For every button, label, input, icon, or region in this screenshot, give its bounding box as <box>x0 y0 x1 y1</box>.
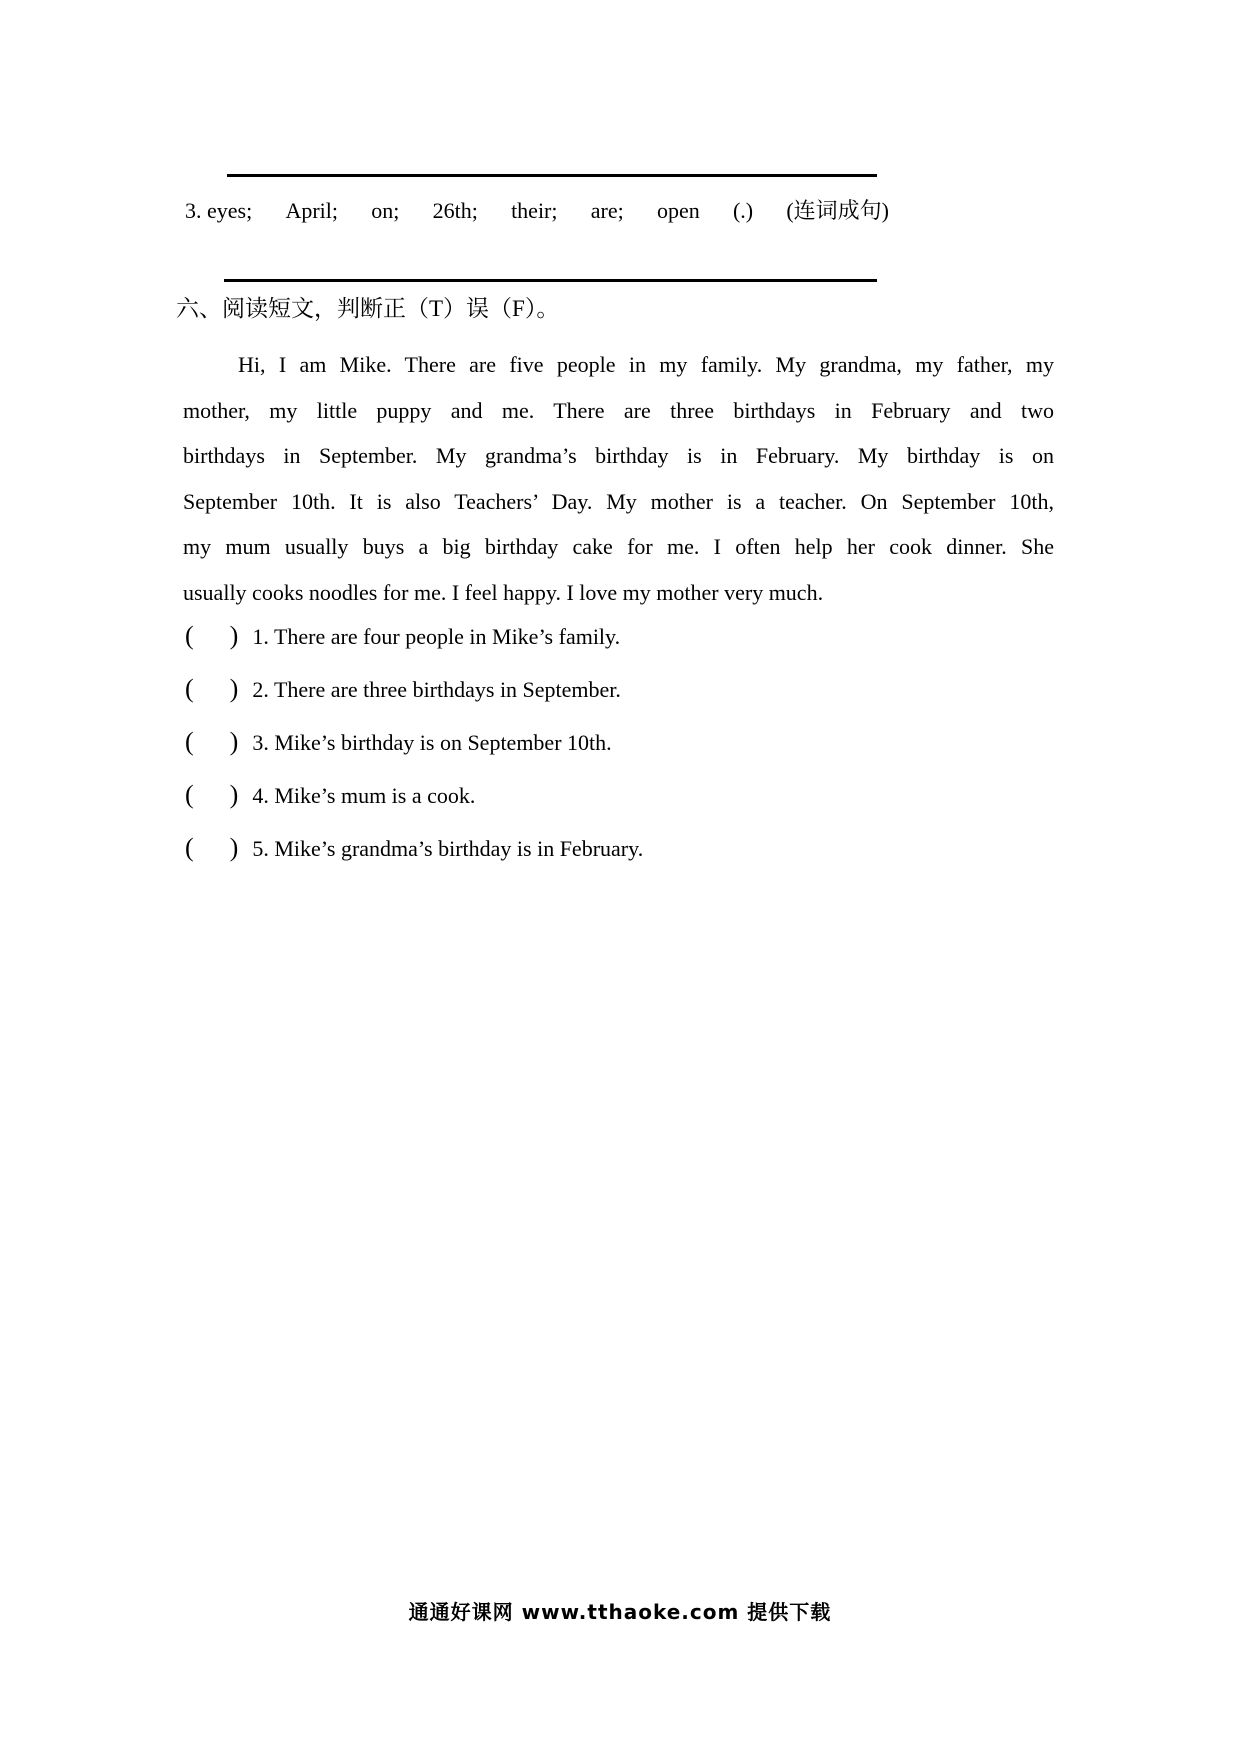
passage-line: September 10th. It is also Teachers’ Day. My mother is a teacher. On September 10th, <box>183 488 1054 514</box>
question-text: 2. There are three birthdays in September. <box>252 677 621 702</box>
true-false-question-2 <box>185 673 643 704</box>
exercise3-instruction: (连词成句) <box>786 198 889 223</box>
answer-blank-line-top <box>227 174 877 177</box>
answer-paren-close: ) <box>229 621 239 650</box>
answer-paren-close: ) <box>229 727 239 756</box>
question-text: 4. Mike’s mum is a cook. <box>252 783 476 808</box>
answer-paren-open: ( <box>185 674 194 703</box>
question-text: 1. There are four people in Mike’s family. <box>252 624 621 649</box>
exercise3-token: are; <box>590 198 624 223</box>
section-six-title: 六、阅读短文，判断正（T）误（F）。 <box>176 296 560 321</box>
exercise3-token: on; <box>371 198 400 223</box>
exercise3-token: open <box>656 198 700 223</box>
footer-watermark: 通通好课网 www.tthaoke.com 提供下载 <box>408 1600 832 1624</box>
answer-paren-open: ( <box>185 833 194 862</box>
reading-passage <box>183 342 1054 615</box>
exercise3-token: their; <box>511 198 558 223</box>
answer-paren-close: ) <box>229 780 239 809</box>
answer-paren-close: ) <box>229 674 239 703</box>
true-false-question-list <box>185 620 643 885</box>
exercise3-token: April; <box>285 198 338 223</box>
exercise3-token: 3. eyes; <box>185 198 253 223</box>
exercise3-token: (.) <box>732 198 754 223</box>
true-false-question-1 <box>185 620 643 651</box>
answer-paren-open: ( <box>185 727 194 756</box>
answer-paren-open: ( <box>185 621 194 650</box>
passage-line: Hi, I am Mike. There are five people in my family. My grandma, my father, my <box>238 352 1054 377</box>
answer-paren-open: ( <box>185 780 194 809</box>
true-false-question-3 <box>185 726 643 757</box>
answer-blank-line-bottom <box>224 279 877 282</box>
question-text: 3. Mike’s birthday is on September 10th. <box>252 730 612 755</box>
exercise3-word-bank-row <box>185 196 889 226</box>
answer-paren-close: ) <box>229 833 239 862</box>
passage-line: my mum usually buys a big birthday cake for me. I often help her cook dinner. She <box>183 534 1054 559</box>
question-text: 5. Mike’s grandma’s birthday is in February. <box>252 836 644 861</box>
true-false-question-4 <box>185 779 643 810</box>
passage-line: usually cooks noodles for me. I feel happy. I love my mother very much. <box>183 579 824 605</box>
true-false-question-5 <box>185 832 643 863</box>
passage-line: mother, my little puppy and me. There are three birthdays in February and two <box>183 397 1054 423</box>
exercise3-token: 26th; <box>432 198 478 223</box>
passage-line: birthdays in September. My grandma’s birthday is in February. My birthday is on <box>183 443 1054 468</box>
